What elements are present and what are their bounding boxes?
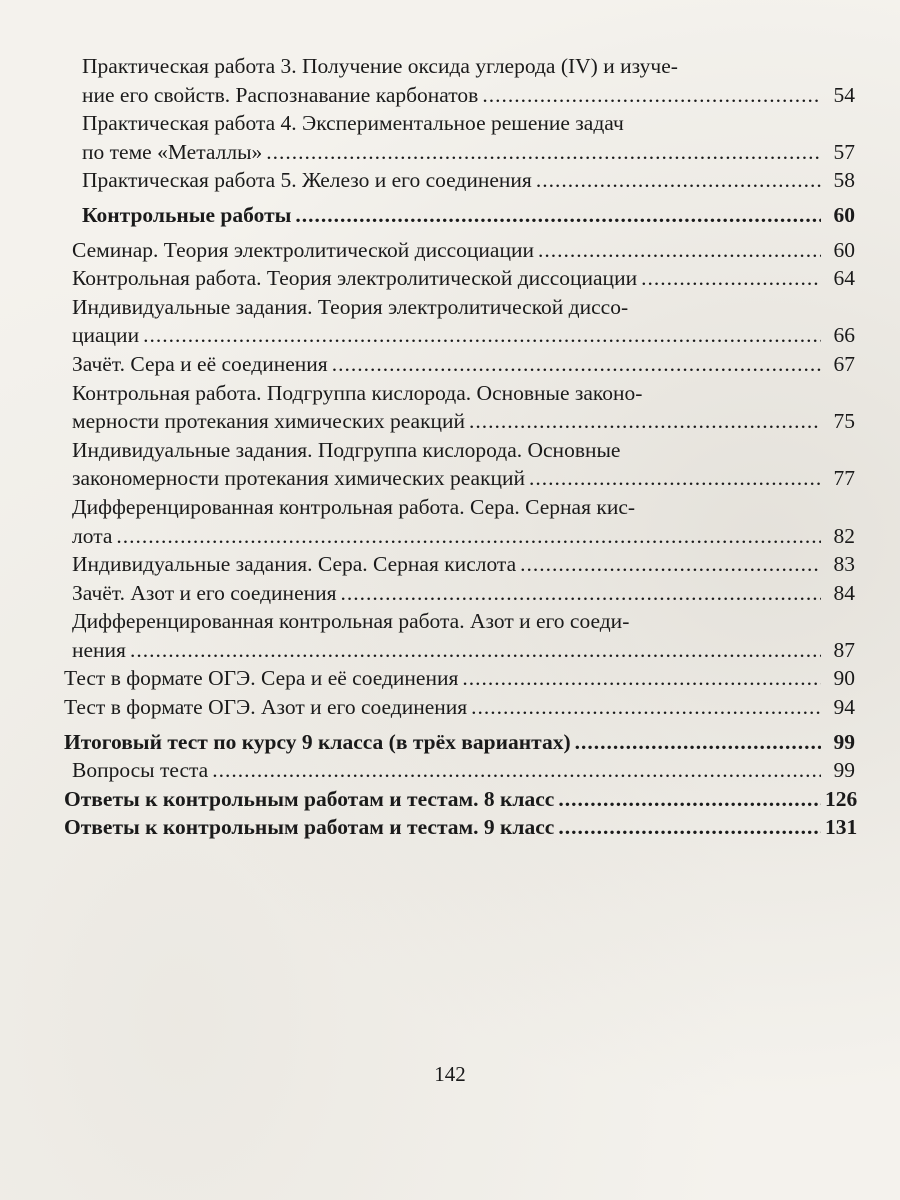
toc-page-number: 60 <box>833 237 855 262</box>
toc-entry-title-line: Практическая работа 4. Экспериментальное решение задач <box>82 111 624 136</box>
dot-leader <box>143 321 821 350</box>
toc-entry <box>60 693 855 722</box>
dot-leader <box>116 522 821 551</box>
toc-page-number: 77 <box>833 466 855 491</box>
dot-leader <box>130 636 821 665</box>
toc-entry <box>60 550 855 579</box>
toc-entry-title-line: Тест в формате ОГЭ. Азот и его соединения <box>64 695 468 720</box>
toc-page-number: 60 <box>833 202 855 227</box>
toc-entry-title-line: мерности протекания химических реакций <box>72 409 466 434</box>
toc-entry <box>60 607 855 664</box>
toc-entry <box>60 785 858 814</box>
toc-entry <box>60 436 855 493</box>
toc-page-number: 99 <box>833 729 855 754</box>
toc-entry <box>60 109 855 166</box>
toc-entry-title-line: циации <box>72 323 140 348</box>
dot-leader <box>558 813 821 842</box>
toc-entry-title-line: лота <box>72 523 113 548</box>
dot-leader <box>641 264 821 293</box>
dot-leader <box>212 756 821 785</box>
toc-page-number: 82 <box>833 523 855 548</box>
dot-leader <box>536 166 821 195</box>
toc-entry-title-line: Практическая работа 3. Получение оксида углерода (IV) и изуче- <box>82 54 678 78</box>
toc-entry-title-line: по теме «Металлы» <box>82 139 263 164</box>
page-number: 142 <box>434 1062 466 1086</box>
toc-entry-title-line: Итоговый тест по курсу 9 класса (в трёх вариантах) <box>64 729 571 754</box>
toc-entry-title-line: Индивидуальные задания. Подгруппа кислорода. Основные <box>72 437 621 462</box>
toc-entry-title-line: нения <box>72 637 126 662</box>
toc-entry-title-line: ние его свойств. Распознавание карбонатов <box>82 82 479 107</box>
dot-leader <box>341 579 821 608</box>
toc-entry <box>60 166 855 195</box>
dot-leader <box>520 550 821 579</box>
toc-entry <box>60 264 855 293</box>
dot-leader <box>482 81 821 110</box>
toc-page-number: 84 <box>833 580 855 605</box>
dot-leader <box>332 350 821 379</box>
toc-entry-title-line: Зачёт. Азот и его соединения <box>72 580 337 605</box>
toc-entry-title-line: Контрольная работа. Теория электролитической диссоциации <box>72 266 638 291</box>
dot-leader <box>266 138 821 167</box>
dot-leader <box>295 201 821 230</box>
dot-leader <box>469 407 821 436</box>
toc-page-number: 75 <box>833 409 855 434</box>
toc-entry <box>60 52 855 109</box>
toc-entry-title-line: Контрольная работа. Подгруппа кислорода. Основные законо- <box>72 380 643 405</box>
toc-entry <box>60 379 855 436</box>
toc-page-number: 67 <box>833 351 855 376</box>
toc-page-number: 99 <box>833 758 855 783</box>
toc-page-number: 54 <box>833 82 855 107</box>
toc-entry <box>60 579 855 608</box>
table-of-contents <box>60 52 858 842</box>
toc-entry <box>60 813 858 842</box>
dot-leader <box>529 464 821 493</box>
toc-entry <box>60 201 855 230</box>
toc-page-number: 131 <box>825 815 858 840</box>
dot-leader <box>558 785 821 814</box>
toc-entry-title-line: Дифференцированная контрольная работа. Азот и его соеди- <box>72 609 630 634</box>
toc-entry <box>60 664 855 693</box>
toc-page-number: 83 <box>833 552 855 577</box>
toc-entry <box>60 293 855 350</box>
toc-page-number: 66 <box>833 323 855 348</box>
toc-entry <box>60 728 855 757</box>
toc-entry-title-line: Тест в формате ОГЭ. Сера и её соединения <box>64 666 459 691</box>
dot-leader <box>575 728 821 757</box>
toc-entry-title-line: Индивидуальные задания. Теория электролитической диссо- <box>72 294 629 319</box>
toc-entry <box>60 350 855 379</box>
dot-leader <box>471 693 821 722</box>
dot-leader <box>538 236 821 265</box>
dot-leader <box>462 664 821 693</box>
toc-page-number: 87 <box>833 637 855 662</box>
toc-entry <box>60 236 855 265</box>
toc-entry <box>60 493 855 550</box>
toc-entry-title-line: Ответы к контрольным работам и тестам. 9 класс <box>64 815 555 840</box>
toc-entry <box>60 756 855 785</box>
toc-entry-title-line: Зачёт. Сера и её соединения <box>72 351 328 376</box>
toc-entry-title-line: Дифференцированная контрольная работа. Сера. Серная кис- <box>72 494 636 519</box>
toc-page-number: 58 <box>833 168 855 193</box>
toc-entry-title-line: Вопросы теста <box>72 758 209 783</box>
toc-entry-title-line: Контрольные работы <box>82 202 292 227</box>
toc-page-number: 94 <box>833 695 855 720</box>
toc-entry-title-line: Ответы к контрольным работам и тестам. 8 класс <box>64 786 555 811</box>
toc-entry-title-line: Практическая работа 5. Железо и его соединения <box>82 168 532 193</box>
toc-page-number: 64 <box>833 266 855 291</box>
toc-entry-title-line: Индивидуальные задания. Сера. Серная кислота <box>72 552 517 577</box>
toc-entry-title-line: Семинар. Теория электролитической диссоциации <box>72 237 534 262</box>
toc-page-number: 57 <box>833 139 855 164</box>
toc-page-number: 90 <box>833 666 855 691</box>
toc-entry-title-line: закономерности протекания химических реакций <box>72 466 526 491</box>
toc-page-number: 126 <box>825 786 858 811</box>
